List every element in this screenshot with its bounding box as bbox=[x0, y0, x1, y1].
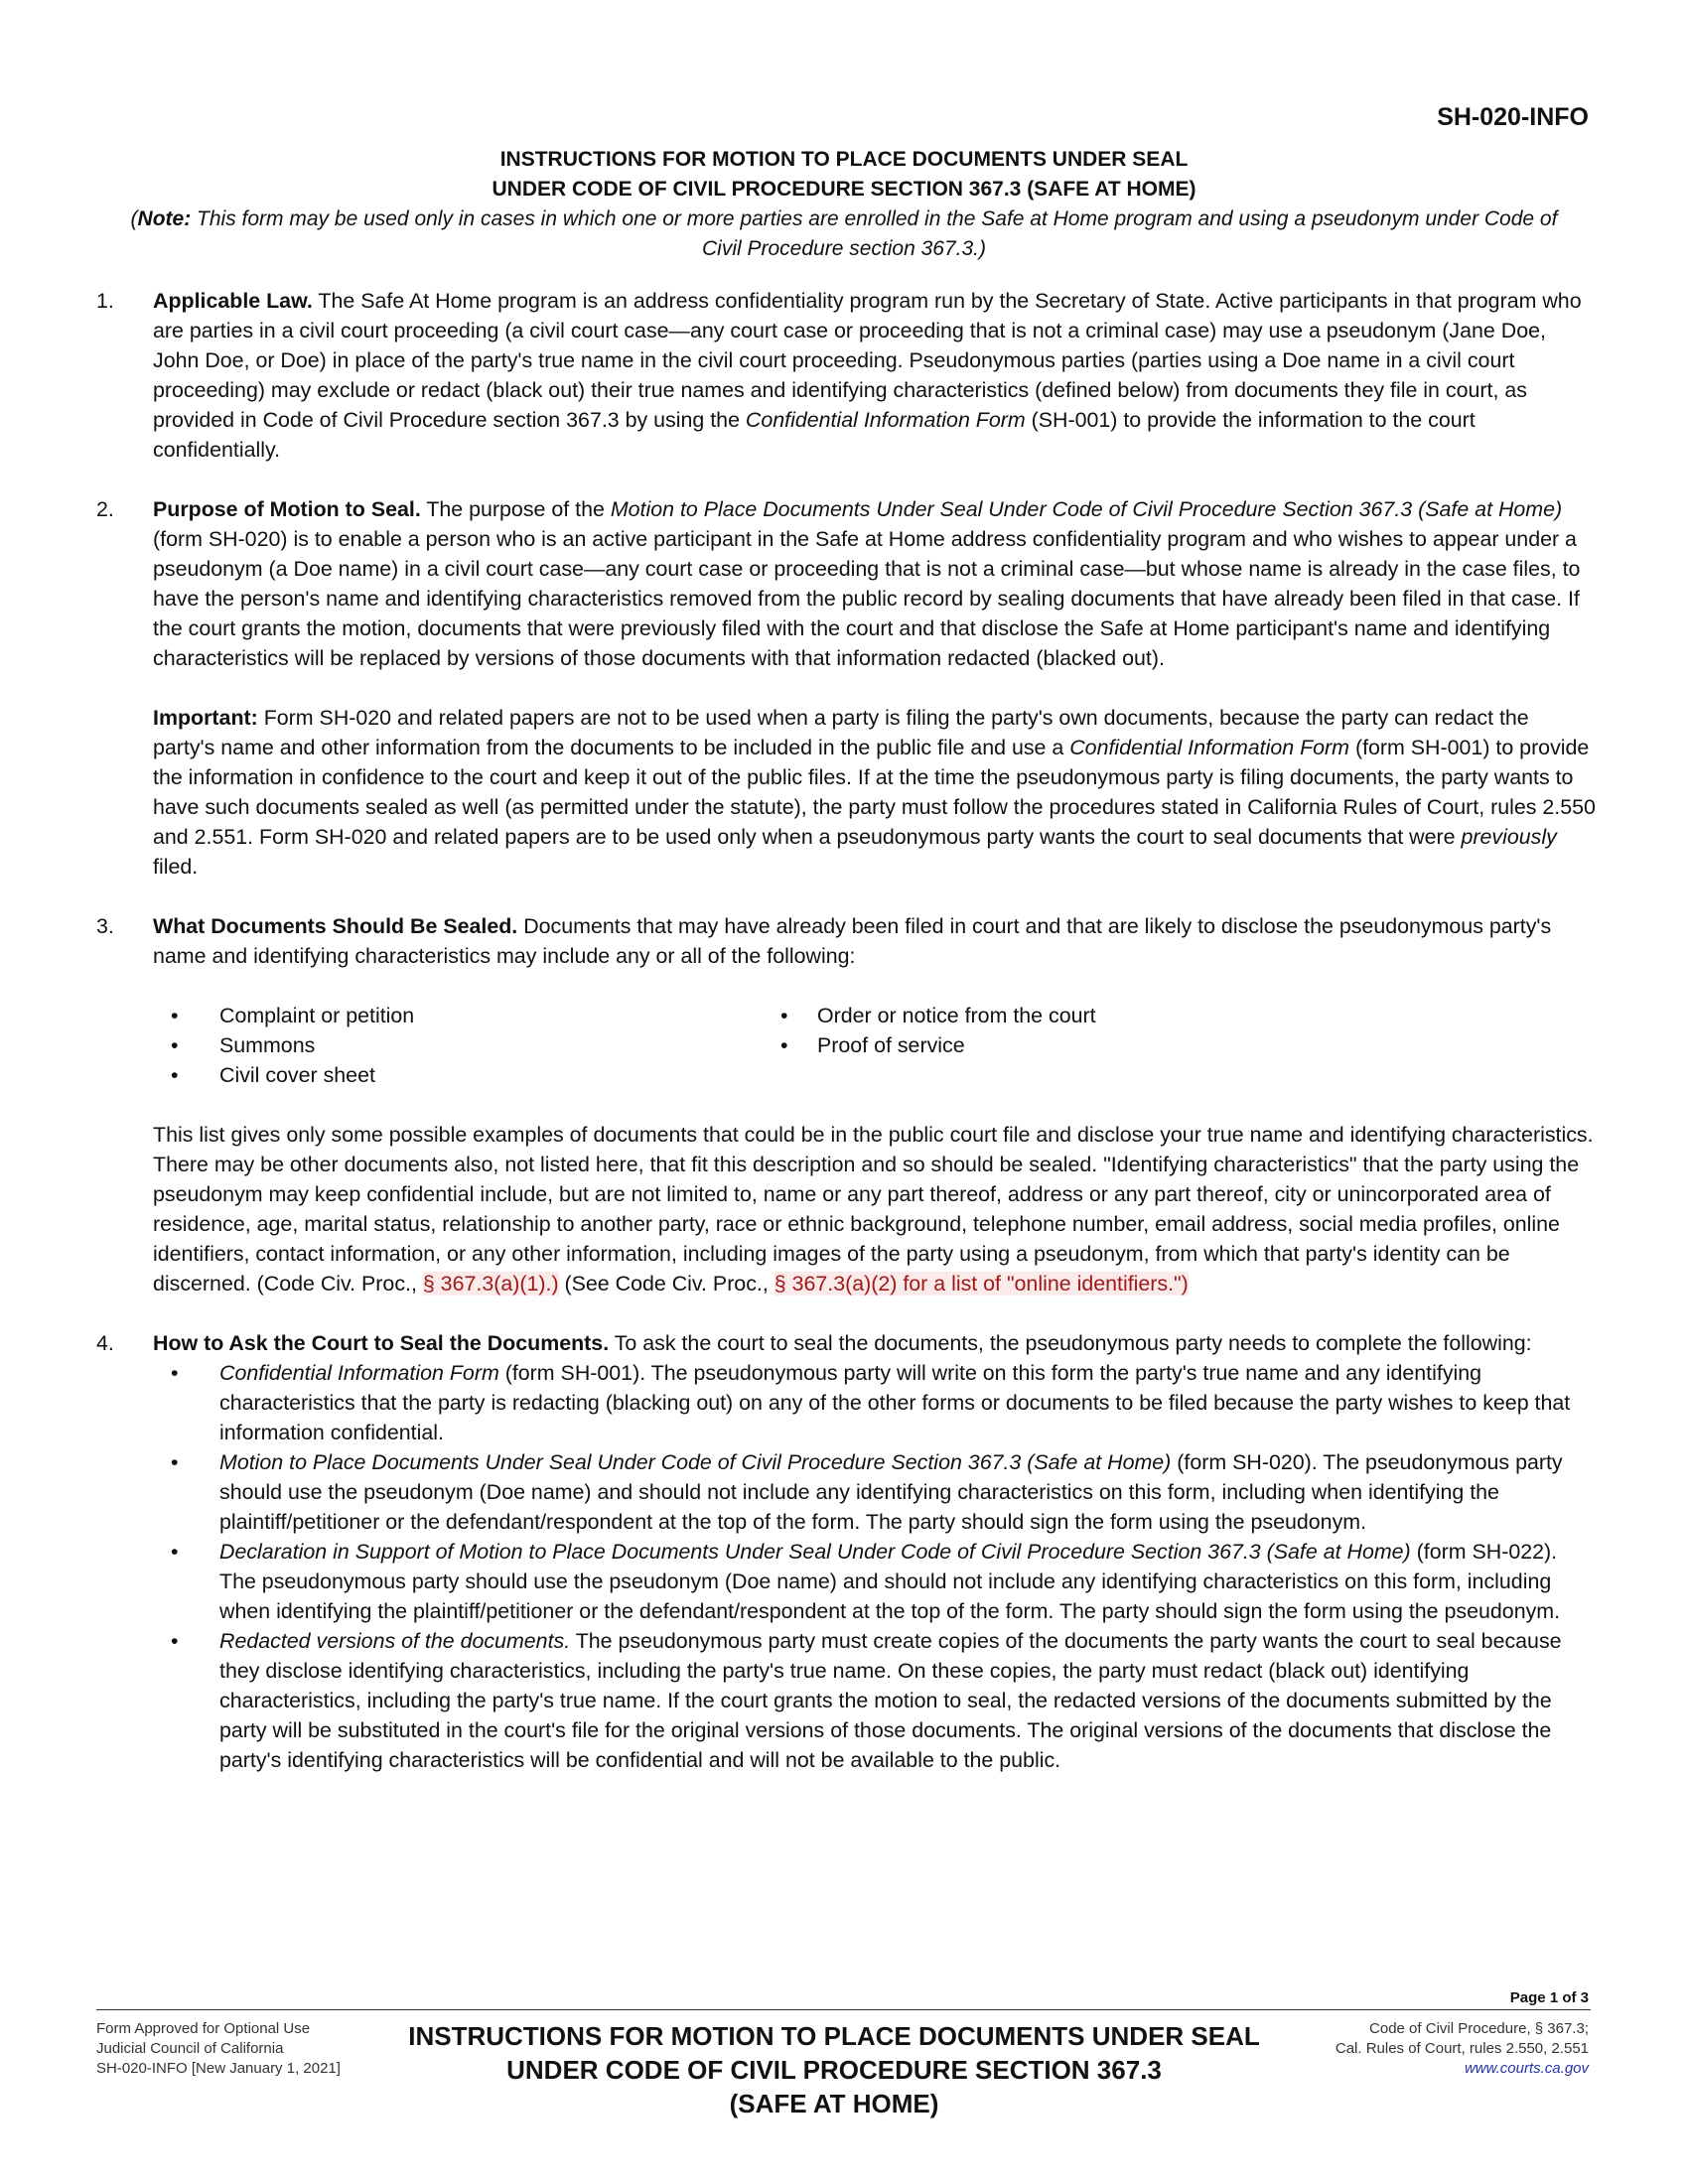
footer-left-line: Judicial Council of California bbox=[96, 2040, 284, 2057]
form-name: Motion to Place Documents Under Seal Under Code of Civil Procedure Section 367.3 (Safe at Home) bbox=[610, 497, 1563, 521]
list-item: • Civil cover sheet bbox=[153, 1060, 780, 1090]
section-heading: Purpose of Motion to Seal. bbox=[153, 497, 421, 521]
text-run: (form SH-020). The pseudonymous party should use the pseudonym (Doe name) and should not include any identifying characteristics on this form, including when identifying the plaintiff/petitioner or the defendant/respondent at the top of the form. The party should sign the form using the pseudonym. bbox=[219, 1450, 1563, 1534]
form-name: Confidential Information Form bbox=[219, 1361, 499, 1385]
section-number: 1. bbox=[96, 289, 114, 313]
footer-title bbox=[367, 2019, 1301, 2120]
section-heading: How to Ask the Court to Seal the Documents. bbox=[153, 1331, 610, 1355]
title-line-2: UNDER CODE OF CIVIL PROCEDURE SECTION 367.3 (SAFE AT HOME) bbox=[492, 178, 1196, 201]
form-name: Redacted versions of the documents. bbox=[219, 1629, 571, 1653]
statute-link-2[interactable]: § 367.3(a)(2) for a list of "online identifiers.") bbox=[774, 1272, 1189, 1296]
note-text: This form may be used only in cases in which one or more parties are enrolled in the Safe at Home program and using a pseudonym under Code of Civil Procedure section 367.3.) bbox=[191, 207, 1558, 260]
required-forms-list bbox=[153, 1358, 1596, 1775]
footer-title-line: (SAFE AT HOME) bbox=[729, 2089, 939, 2118]
text-run: This list gives only some possible examples of documents that could be in the public court file and disclose your true name and identifying characteristics. There may be other documents also, not listed here, that fit this description and so should be sealed. "Identifying characteristics" that the party using the pseudonym may keep confidential include, but are not limited to, name or any part thereof, address or any part thereof, city or unincorporated area of residence, age, marital status, relationship to another party, race or ethnic background, telephone number, email address, social media profiles, online identifiers, contact information, or any other information, including images of the party using a pseudonym, from which that party's identity can be discerned. (Code Civ. Proc., bbox=[153, 1123, 1594, 1296]
section-3-text bbox=[153, 911, 1596, 971]
section-number: 2. bbox=[96, 497, 114, 521]
footer-right bbox=[1336, 2019, 1589, 2079]
identifying-characteristics-paragraph bbox=[153, 1120, 1596, 1298]
section-2 bbox=[96, 494, 1596, 882]
list-item bbox=[153, 1537, 1596, 1626]
section-4-text bbox=[153, 1328, 1596, 1358]
text-run: The Safe At Home program is an address confidentiality program run by the Secretary of State. Active participants in that program who are parties in a civil court proceeding (a civil court case—any court case or proceeding that is not a criminal case) may use a pseudonym (Jane Doe, John Doe, or Doe) in place of the party's true name in the civil court proceeding. Pseudonymous parties (parties using a Doe name in a civil court proceeding) may exclude or redact (black out) their true names and identifying characteristics (defined below) from documents they file in court, as provided in Code of Civil Procedure section 367.3 by using the bbox=[153, 289, 1582, 432]
list-item: • Summons bbox=[153, 1030, 780, 1060]
courts-website-link[interactable]: www.courts.ca.gov bbox=[1464, 2060, 1589, 2077]
text-run: Documents that may have already been filed in court and that are likely to disclose the pseudonymous party's name and identifying characteristics may include any or all of the following: bbox=[153, 914, 1552, 968]
note-label: Note: bbox=[137, 207, 192, 230]
footer-left-line: Form Approved for Optional Use bbox=[96, 2020, 311, 2037]
footer-left bbox=[96, 2019, 341, 2079]
text-run: (form SH-001). The pseudonymous party will write on this form the party's true name and any identifying characteristics that the party is redacting (blacking out) on any of the other forms or documents to be filed because the party wishes to keep that information confidential. bbox=[219, 1361, 1571, 1444]
section-heading: What Documents Should Be Sealed. bbox=[153, 914, 518, 938]
section-heading: Applicable Law. bbox=[153, 289, 313, 313]
section-number: 3. bbox=[96, 914, 114, 938]
note bbox=[119, 205, 1569, 264]
form-name: Motion to Place Documents Under Seal Under Code of Civil Procedure Section 367.3 (Safe at Home) bbox=[219, 1450, 1172, 1474]
emphasis: previously bbox=[1461, 825, 1557, 849]
footer-right-line: Code of Civil Procedure, § 367.3; bbox=[1369, 2020, 1589, 2037]
instructions-body bbox=[96, 286, 1596, 1805]
list-item bbox=[153, 1358, 1596, 1447]
form-name: Declaration in Support of Motion to Place Documents Under Seal Under Code of Civil Procedure Section 367.3 (Safe at Home) bbox=[219, 1540, 1411, 1564]
text-run: (form SH-020) is to enable a person who is an active participant in the Safe at Home address confidentiality program and who wishes to appear under a pseudonym (a Doe name) in a civil court case—any court case or proceeding that is not a criminal case—but whose name is already in the case files, to have the person's name and identifying characteristics removed from the public record by sealing documents that have already been filed in that case. If the court grants the motion, documents that were previously filed with the court and that disclose the Safe at Home participant's name and identifying characteristics will be replaced by versions of those documents with that information redacted (blacked out). bbox=[153, 527, 1581, 670]
text-run: filed. bbox=[153, 855, 199, 879]
form-name: Confidential Information Form bbox=[745, 408, 1026, 432]
page-number: Page 1 of 3 bbox=[1509, 1989, 1589, 2006]
important-paragraph bbox=[153, 703, 1596, 882]
form-name: Confidential Information Form bbox=[1069, 736, 1349, 759]
section-1 bbox=[96, 286, 1596, 465]
text-run: (See Code Civ. Proc., bbox=[558, 1272, 774, 1296]
document-list-col-1 bbox=[153, 1001, 780, 1090]
text-run: (form SH-001) to provide the information in confidence to the court and keep it out of the public files. If at the time the pseudonymous party is filing documents, the party wants to have such documents sealed as well (as permitted under the statute), the party must follow the procedures stated in California Rules of Court, rules 2.550 and 2.551. Form SH-020 and related papers are to be used only when a pseudonymous party wants the court to seal documents that were bbox=[153, 736, 1596, 849]
footer-left-line: SH-020-INFO [New January 1, 2021] bbox=[96, 2060, 341, 2077]
footer-title-line: UNDER CODE OF CIVIL PROCEDURE SECTION 367.3 bbox=[506, 2055, 1162, 2085]
statute-link-1[interactable]: § 367.3(a)(1).) bbox=[422, 1272, 559, 1296]
important-label: Important: bbox=[153, 706, 258, 730]
document-list bbox=[153, 1001, 1596, 1090]
text-run: The purpose of the bbox=[420, 497, 611, 521]
text-run: To ask the court to seal the documents, the pseudonymous party needs to complete the following: bbox=[609, 1331, 1532, 1355]
title-line-1: INSTRUCTIONS FOR MOTION TO PLACE DOCUMENTS UNDER SEAL bbox=[499, 148, 1189, 171]
footer-title-line: INSTRUCTIONS FOR MOTION TO PLACE DOCUMENTS UNDER SEAL bbox=[408, 2021, 1260, 2051]
form-number: SH-020-INFO bbox=[1437, 103, 1589, 131]
list-item: • Complaint or petition bbox=[153, 1001, 780, 1030]
footer-divider bbox=[96, 2009, 1591, 2010]
document-list-col-2 bbox=[780, 1001, 1096, 1090]
section-number: 4. bbox=[96, 1331, 114, 1355]
section-4 bbox=[96, 1328, 1596, 1775]
section-3 bbox=[96, 911, 1596, 1298]
text-run: (SH-001) to provide the information to the court confidentially. bbox=[153, 408, 1476, 462]
list-item bbox=[153, 1626, 1596, 1775]
title-block bbox=[0, 145, 1688, 264]
footer-right-line: Cal. Rules of Court, rules 2.550, 2.551 bbox=[1335, 2040, 1589, 2057]
text-run: The pseudonymous party must create copies of the documents the party wants the court to seal because they disclose identifying characteristics, including the party's true name. On these copies, the party must redact (black out) identifying characteristics, including the party's true name. If the court grants the motion to seal, the redacted versions of the documents submitted by the party will be substituted in the court's file for the original versions of those documents. The original versions of the documents that disclose the party's identifying characteristics will be confidential and will not be available to the public. bbox=[219, 1629, 1562, 1772]
note-open: ( bbox=[130, 207, 138, 230]
list-item: • Proof of service bbox=[780, 1030, 1096, 1060]
text-run: (form SH-022). The pseudonymous party should use the pseudonym (Doe name) and should not include any identifying characteristics on this form, including when identifying the plaintiff/petitioner or the defendant/respondent at the top of the form. The party should sign the form using the pseudonym. bbox=[219, 1540, 1561, 1623]
section-2-text bbox=[153, 494, 1596, 673]
section-1-text bbox=[153, 286, 1596, 465]
text-run: Form SH-020 and related papers are not to be used when a party is filing the party's own documents, because the party can redact the party's name and other information from the documents to be included in the public file and use a bbox=[153, 706, 1529, 759]
list-item: • Order or notice from the court bbox=[780, 1001, 1096, 1030]
list-item bbox=[153, 1447, 1596, 1537]
